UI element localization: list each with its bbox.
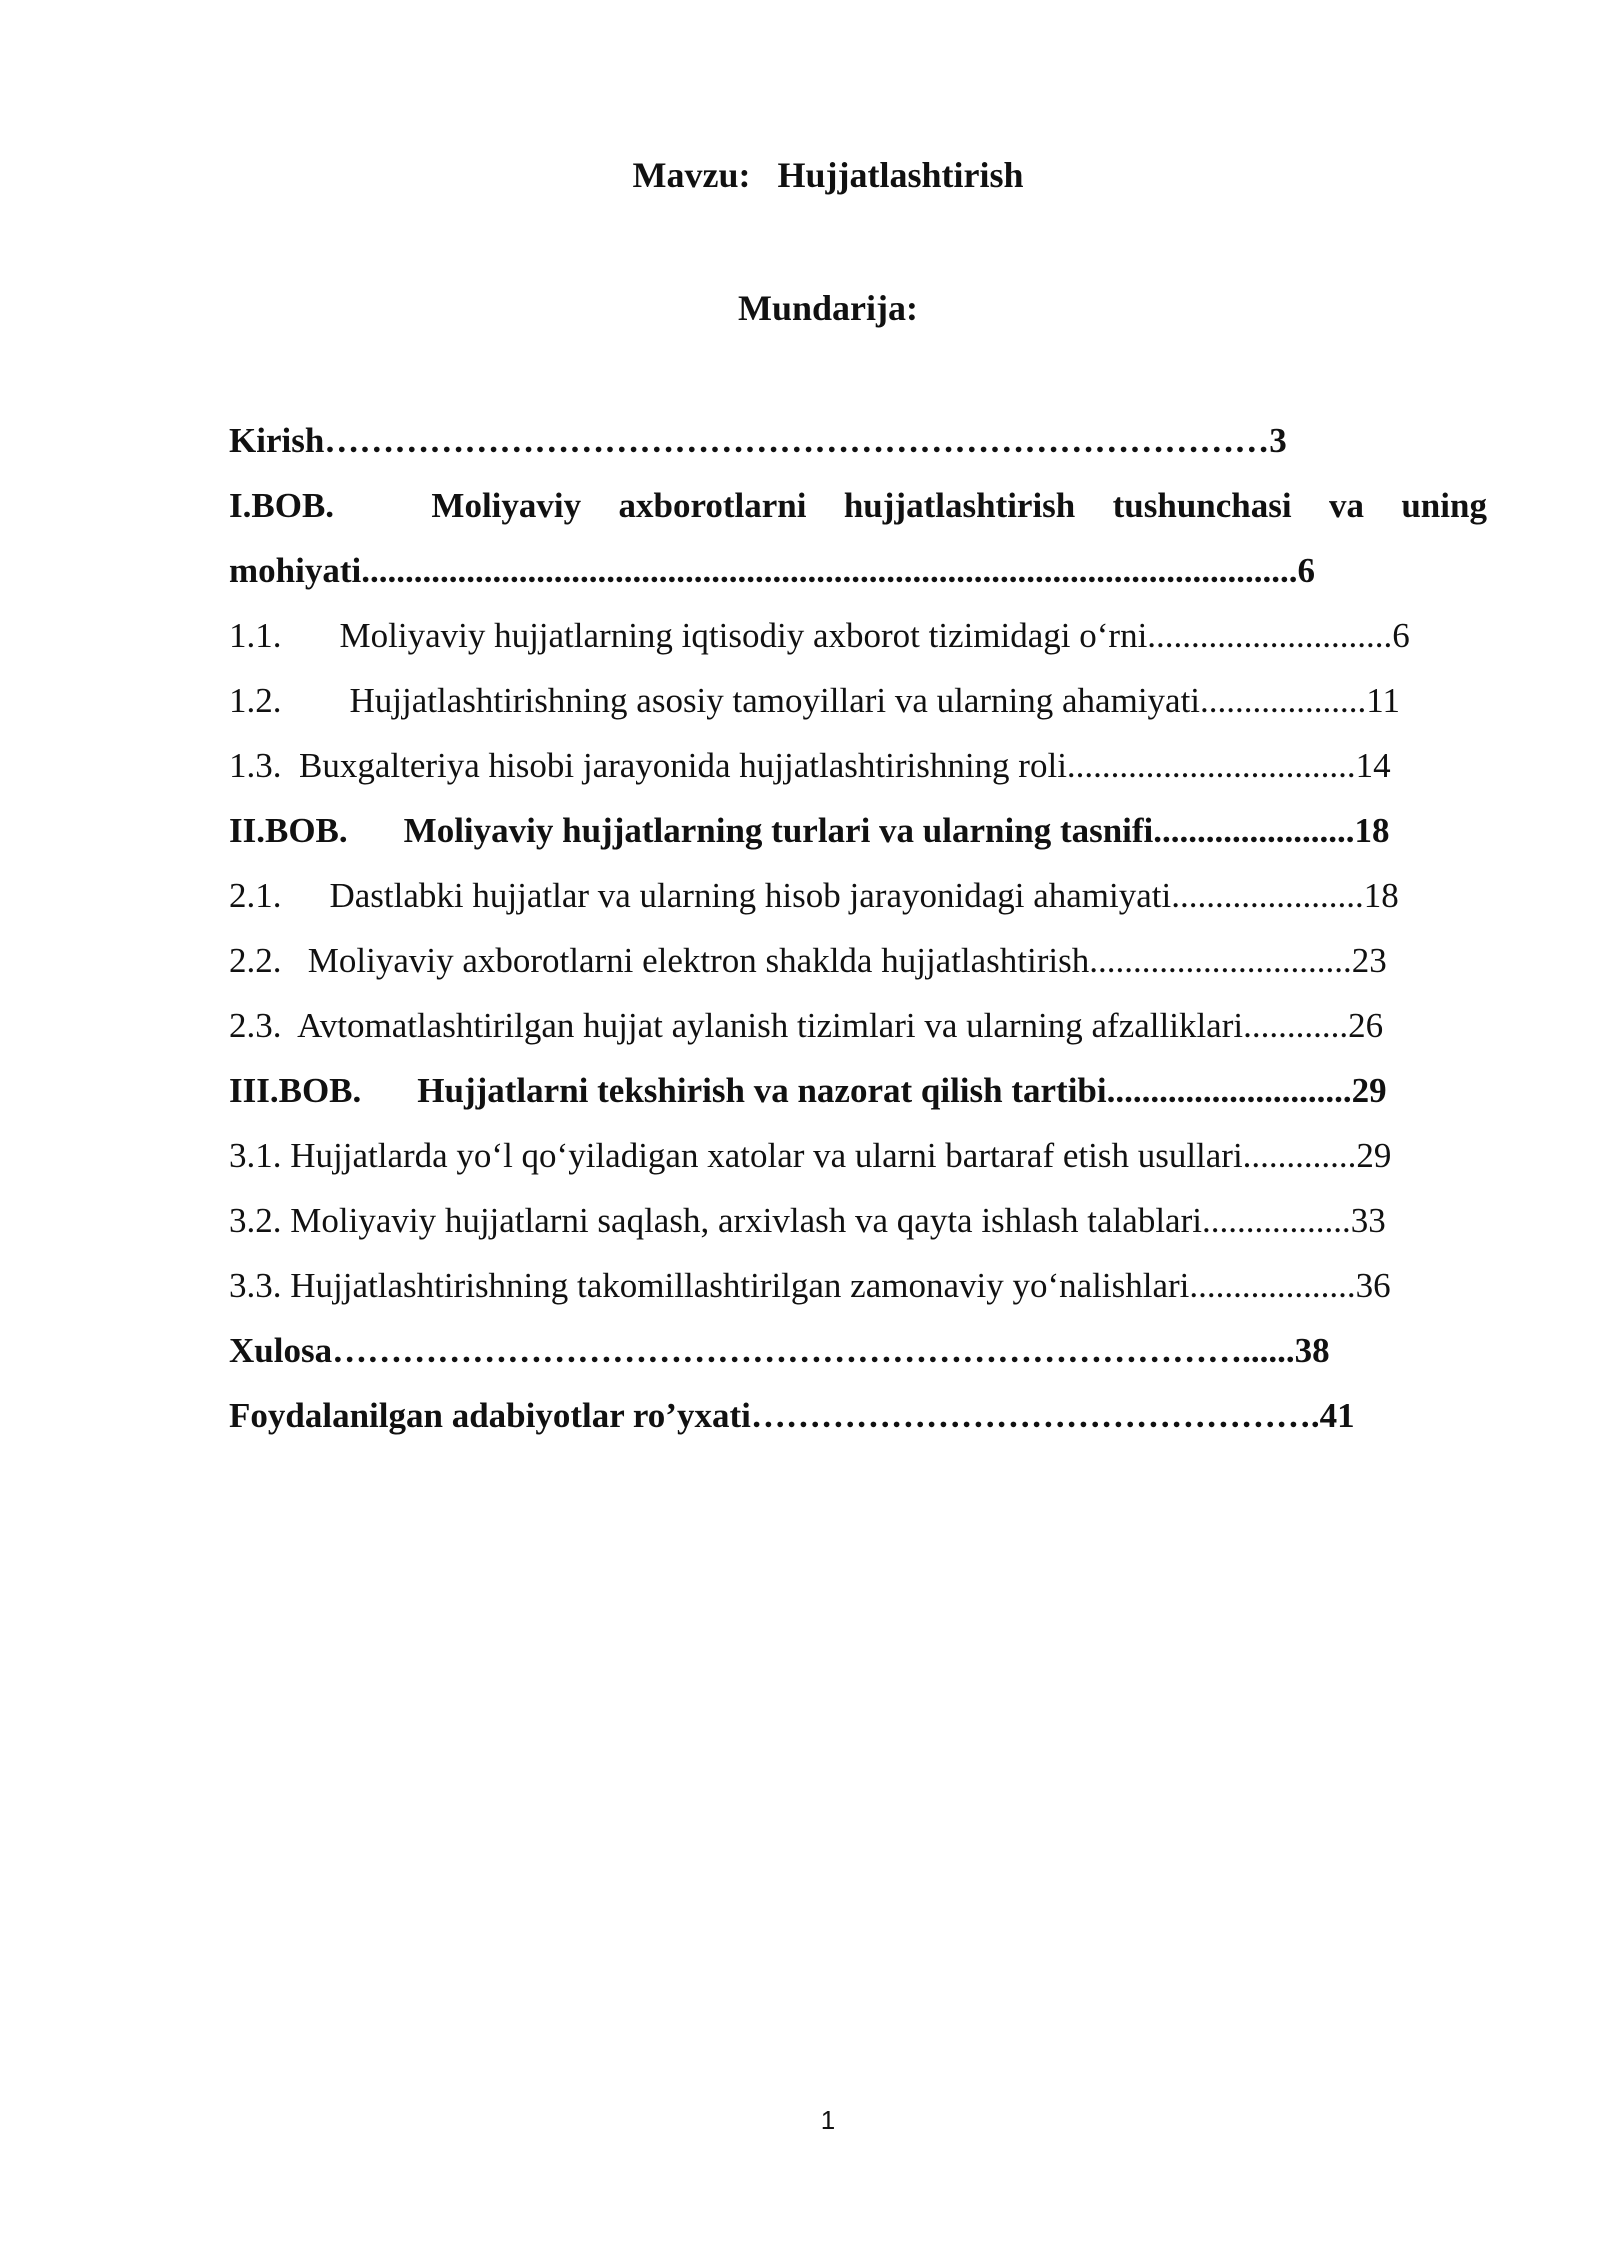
toc-entry-section-2-1 bbox=[229, 863, 1487, 928]
toc-heading: Mundarija: bbox=[738, 288, 918, 328]
toc-section-number: 1.2. bbox=[229, 681, 282, 720]
document-title: Mavzu: Hujjatlashtirish bbox=[632, 155, 1024, 195]
toc-chapter-1-word: hujjatlashtirish bbox=[843, 486, 1076, 525]
toc-entry-xulosa: Xulosa……………………………………………………………………......38 bbox=[229, 1331, 1330, 1370]
toc-entry-bibliography: Foydalanilgan adabiyotlar ro’yxati………………………………………….41 bbox=[229, 1396, 1355, 1435]
toc-chapter-1-word: tushunchasi bbox=[1112, 486, 1292, 525]
toc-entry-chapter-3 bbox=[229, 1058, 1487, 1123]
toc-section-number: 2.1. bbox=[229, 876, 282, 915]
toc-entry-section-1-3: 1.3. Buxgalteriya hisobi jarayonida hujjatlashtirishning roli.................................14 bbox=[229, 746, 1391, 785]
toc-entry-chapter-1-continued: mohiyati...........................................................................................................6 bbox=[229, 551, 1315, 590]
toc-entry-section-2-2: 2.2. Moliyaviy axborotlarni elektron shaklda hujjatlashtirish..............................23 bbox=[229, 941, 1387, 980]
toc-entry-kirish: Kirish………………………………………………………………………3 bbox=[229, 421, 1287, 460]
page-number: 1 bbox=[820, 2105, 836, 2135]
toc-section-title: Hujjatlashtirishning asosiy tamoyillari va ularning ahamiyati...................11 bbox=[349, 681, 1400, 720]
toc-chapter-title: Hujjatlarni tekshirish va nazorat qilish tartibi............................29 bbox=[417, 1071, 1387, 1110]
toc-chapter-1-word: axborotlarni bbox=[618, 486, 807, 525]
table-of-contents bbox=[229, 408, 1487, 1448]
toc-entry-section-1-2 bbox=[229, 668, 1487, 733]
toc-chapter-number: III.BOB. bbox=[229, 1071, 362, 1110]
toc-chapter-1-word: va bbox=[1328, 486, 1364, 525]
toc-section-title: Dastlabki hujjatlar va ularning hisob jarayonidagi ahamiyati......................18 bbox=[329, 876, 1399, 915]
toc-chapter-1-word: I.BOB. bbox=[229, 486, 335, 525]
toc-entry-section-1-1 bbox=[229, 603, 1487, 668]
toc-section-number: 1.1. bbox=[229, 616, 282, 655]
toc-chapter-1-word: Moliyaviy bbox=[431, 486, 582, 525]
toc-entry-chapter-1 bbox=[229, 473, 1487, 538]
toc-entry-section-3-2: 3.2. Moliyaviy hujjatlarni saqlash, arxivlash va qayta ishlash talablari.................33 bbox=[229, 1201, 1386, 1240]
toc-chapter-title: Moliyaviy hujjatlarning turlari va ularning tasnifi.......................18 bbox=[403, 811, 1390, 850]
toc-entry-chapter-2 bbox=[229, 798, 1487, 863]
toc-section-title: Moliyaviy hujjatlarning iqtisodiy axborot tizimidagi o‘rni............................6 bbox=[339, 616, 1410, 655]
toc-entry-section-3-1: 3.1. Hujjatlarda yo‘l qo‘yiladigan xatolar va ularni bartaraf etish usullari.............29 bbox=[229, 1136, 1392, 1175]
toc-entry-section-3-3: 3.3. Hujjatlashtirishning takomillashtirilgan zamonaviy yo‘nalishlari...................36 bbox=[229, 1266, 1391, 1305]
toc-entry-section-2-3: 2.3. Avtomatlashtirilgan hujjat aylanish tizimlari va ularning afzalliklari............26 bbox=[229, 1006, 1384, 1045]
toc-chapter-number: II.BOB. bbox=[229, 811, 348, 850]
toc-chapter-1-word: uning bbox=[1401, 486, 1487, 525]
